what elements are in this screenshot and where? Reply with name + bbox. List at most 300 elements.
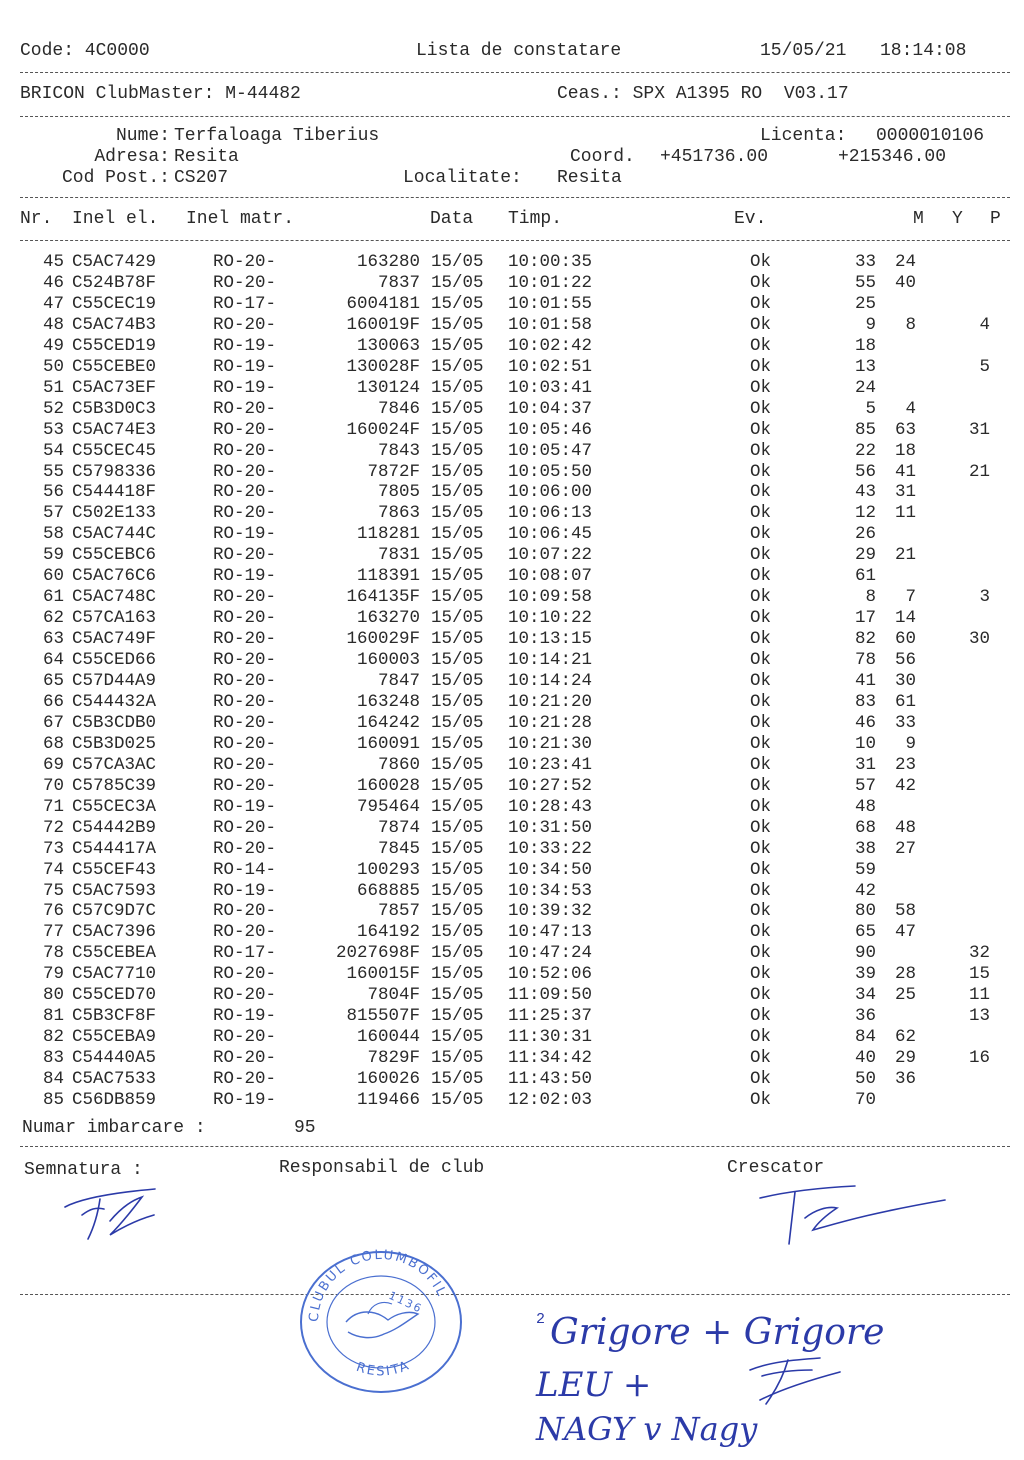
row-m: 84: [854, 1027, 876, 1048]
row-m: 68: [854, 817, 876, 838]
row-event: Ok: [750, 796, 772, 817]
row-ring-number: 160044: [356, 1027, 420, 1048]
row-nr: 66: [42, 691, 64, 712]
row-nr: 49: [42, 335, 64, 356]
row-nr: 51: [42, 377, 64, 398]
row-date: 15/05: [431, 796, 484, 817]
row-event: Ok: [750, 1048, 772, 1069]
divider: [20, 197, 1010, 198]
row-y: 9: [905, 733, 916, 754]
address-label: Adresa:: [94, 147, 170, 167]
row-nr: 63: [42, 629, 64, 650]
row-inel-el: C57C9D7C: [72, 901, 157, 922]
row-event: Ok: [750, 985, 772, 1006]
row-event: Ok: [750, 880, 772, 901]
row-ring-prefix: RO-20-: [213, 461, 277, 482]
row-m: 40: [854, 1048, 876, 1069]
row-y: 7: [905, 587, 916, 608]
row-ring-prefix: RO-19-: [213, 566, 277, 587]
row-inel-el: C5B3D025: [72, 733, 157, 754]
row-y: 58: [894, 901, 916, 922]
row-nr: 79: [42, 964, 64, 985]
row-inel-el: C544432A: [72, 691, 157, 712]
row-time: 10:09:58: [508, 587, 593, 608]
row-inel-el: C5785C39: [72, 775, 157, 796]
row-nr: 68: [42, 733, 64, 754]
row-time: 10:39:32: [508, 901, 593, 922]
row-event: Ok: [750, 629, 772, 650]
club-system-label: BRICON ClubMaster: M-44482: [20, 84, 301, 104]
row-ring-prefix: RO-20-: [213, 964, 277, 985]
col-data: Data: [430, 209, 474, 229]
row-ring-prefix: RO-20-: [213, 1048, 277, 1069]
row-inel-el: C5B3CDB0: [72, 712, 157, 733]
col-nr: Nr.: [20, 209, 53, 229]
row-inel-el: C5B3CF8F: [72, 1006, 157, 1027]
row-nr: 75: [42, 880, 64, 901]
row-p: 30: [968, 629, 990, 650]
row-date: 15/05: [431, 964, 484, 985]
row-time: 10:00:35: [508, 252, 593, 272]
row-m: 83: [854, 691, 876, 712]
row-m: 80: [854, 901, 876, 922]
row-m: 17: [854, 608, 876, 629]
row-nr: 71: [42, 796, 64, 817]
row-time: 10:02:51: [508, 356, 593, 377]
divider: [20, 240, 1010, 241]
row-inel-el: C57CA163: [72, 608, 157, 629]
row-ring-prefix: RO-17-: [213, 293, 277, 314]
row-p: 16: [968, 1048, 990, 1069]
row-inel-el: C5798336: [72, 461, 157, 482]
row-y: 28: [894, 964, 916, 985]
signature-label: Semnatura :: [24, 1160, 143, 1180]
row-nr: 46: [42, 272, 64, 293]
row-ring-prefix: RO-20-: [213, 398, 277, 419]
row-date: 15/05: [431, 650, 484, 671]
row-m: 90: [854, 943, 876, 964]
row-date: 15/05: [431, 880, 484, 901]
row-date: 15/05: [431, 314, 484, 335]
owner-name: Terfaloaga Tiberius: [174, 126, 380, 146]
row-ring-prefix: RO-14-: [213, 859, 277, 880]
row-ring-number: 118391: [356, 566, 420, 587]
row-m: 33: [854, 252, 876, 272]
postcode-label: Cod Post.:: [61, 168, 170, 188]
row-nr: 77: [42, 922, 64, 943]
col-p: P: [990, 209, 1001, 229]
row-ring-prefix: RO-20-: [213, 419, 277, 440]
row-y: 60: [894, 629, 916, 650]
divider: [20, 116, 1010, 117]
row-inel-el: C55CED19: [72, 335, 157, 356]
row-inel-el: C57CA3AC: [72, 754, 157, 775]
row-m: 85: [854, 419, 876, 440]
row-time: 10:23:41: [508, 754, 593, 775]
breeder-signature: [755, 1180, 955, 1250]
row-time: 10:02:42: [508, 335, 593, 356]
row-ring-prefix: RO-20-: [213, 817, 277, 838]
row-event: Ok: [750, 272, 772, 293]
row-nr: 53: [42, 419, 64, 440]
row-event: Ok: [750, 817, 772, 838]
row-inel-el: C54440A5: [72, 1048, 157, 1069]
row-time: 10:08:07: [508, 566, 593, 587]
row-y: 18: [894, 440, 916, 461]
row-date: 15/05: [431, 712, 484, 733]
row-nr: 60: [42, 566, 64, 587]
breeder-label: Crescator: [727, 1158, 825, 1178]
stamp-number: 1136: [386, 1288, 425, 1316]
row-time: 11:43:50: [508, 1069, 593, 1090]
row-ring-number: 7845: [377, 838, 420, 859]
row-m: 65: [854, 922, 876, 943]
row-inel-el: C524B78F: [72, 272, 157, 293]
row-ring-number: 2027698F: [335, 943, 420, 964]
row-time: 10:21:30: [508, 733, 593, 754]
row-m: 61: [854, 566, 876, 587]
row-inel-el: C5AC744C: [72, 524, 157, 545]
row-ring-prefix: RO-20-: [213, 775, 277, 796]
row-ring-number: 163248: [356, 691, 420, 712]
row-p: 3: [979, 587, 990, 608]
row-m: 82: [854, 629, 876, 650]
row-y: 8: [905, 314, 916, 335]
row-event: Ok: [750, 335, 772, 356]
row-date: 15/05: [431, 859, 484, 880]
row-ring-prefix: RO-20-: [213, 712, 277, 733]
row-ring-number: 118281: [356, 524, 420, 545]
row-m: 31: [854, 754, 876, 775]
row-inel-el: C55CEC19: [72, 293, 157, 314]
row-date: 15/05: [431, 943, 484, 964]
row-date: 15/05: [431, 440, 484, 461]
row-nr: 72: [42, 817, 64, 838]
row-date: 15/05: [431, 1090, 484, 1110]
owner-address: Resita: [174, 147, 239, 167]
row-y: 31: [894, 482, 916, 503]
row-ring-number: 160019F: [346, 314, 420, 335]
row-y: 47: [894, 922, 916, 943]
divider: [20, 1146, 1010, 1147]
row-time: 11:09:50: [508, 985, 593, 1006]
row-ring-prefix: RO-20-: [213, 1069, 277, 1090]
row-event: Ok: [750, 733, 772, 754]
row-ring-prefix: RO-20-: [213, 252, 277, 272]
row-inel-el: C5AC749F: [72, 629, 157, 650]
row-date: 15/05: [431, 838, 484, 859]
row-event: Ok: [750, 650, 772, 671]
row-date: 15/05: [431, 608, 484, 629]
row-nr: 84: [42, 1069, 64, 1090]
row-date: 15/05: [431, 671, 484, 691]
row-inel-el: C55CEC3A: [72, 796, 157, 817]
row-ring-number: 160026: [356, 1069, 420, 1090]
row-time: 12:02:03: [508, 1090, 593, 1110]
row-event: Ok: [750, 377, 772, 398]
row-time: 10:06:00: [508, 482, 593, 503]
row-ring-number: 100293: [356, 859, 420, 880]
row-time: 11:30:31: [508, 1027, 593, 1048]
row-nr: 81: [42, 1006, 64, 1027]
svg-text:RESITA: [354, 1358, 413, 1380]
row-event: Ok: [750, 314, 772, 335]
row-y: 33: [894, 712, 916, 733]
row-y: 61: [894, 691, 916, 712]
row-inel-el: C5AC74B3: [72, 314, 157, 335]
row-ring-prefix: RO-20-: [213, 608, 277, 629]
row-event: Ok: [750, 419, 772, 440]
row-date: 15/05: [431, 356, 484, 377]
row-p: 21: [968, 461, 990, 482]
row-ring-number: 7805: [377, 482, 420, 503]
row-time: 11:25:37: [508, 1006, 593, 1027]
row-inel-el: C5AC7593: [72, 880, 157, 901]
row-inel-el: C502E133: [72, 503, 157, 524]
row-nr: 70: [42, 775, 64, 796]
row-p: 11: [968, 985, 990, 1006]
row-y: 14: [894, 608, 916, 629]
row-m: 34: [854, 985, 876, 1006]
row-time: 10:05:47: [508, 440, 593, 461]
row-date: 15/05: [431, 293, 484, 314]
row-ring-number: 7829F: [367, 1048, 420, 1069]
row-m: 43: [854, 482, 876, 503]
club-responsible-signature: [60, 1185, 170, 1245]
row-m: 56: [854, 461, 876, 482]
row-m: 46: [854, 712, 876, 733]
row-ring-number: 130063: [356, 335, 420, 356]
row-m: 22: [854, 440, 876, 461]
row-time: 10:47:24: [508, 943, 593, 964]
row-ring-prefix: RO-20-: [213, 1027, 277, 1048]
row-m: 24: [854, 377, 876, 398]
row-time: 10:47:13: [508, 922, 593, 943]
col-inel-matr: Inel matr.: [186, 209, 295, 229]
row-ring-prefix: RO-20-: [213, 671, 277, 691]
row-time: 10:52:06: [508, 964, 593, 985]
row-nr: 54: [42, 440, 64, 461]
row-event: Ok: [750, 691, 772, 712]
row-y: 29: [894, 1048, 916, 1069]
stamp-text-bottom: RESITA: [354, 1357, 413, 1380]
divider: [20, 1294, 1010, 1295]
row-nr: 57: [42, 503, 64, 524]
licence-label: Licenta:: [760, 126, 847, 146]
row-inel-el: C5AC7710: [72, 964, 157, 985]
row-nr: 67: [42, 712, 64, 733]
row-ring-number: 160091: [356, 733, 420, 754]
row-ring-number: 163280: [356, 252, 420, 272]
row-event: Ok: [750, 859, 772, 880]
row-inel-el: C55CEC45: [72, 440, 157, 461]
row-nr: 82: [42, 1027, 64, 1048]
row-event: Ok: [750, 252, 772, 272]
row-y: 56: [894, 650, 916, 671]
row-ring-prefix: RO-20-: [213, 985, 277, 1006]
row-y: 23: [894, 754, 916, 775]
row-nr: 69: [42, 754, 64, 775]
row-ring-prefix: RO-20-: [213, 629, 277, 650]
clock-label: Ceas.: SPX A1395 RO V03.17: [557, 84, 849, 104]
row-nr: 73: [42, 838, 64, 859]
row-time: 10:01:58: [508, 314, 593, 335]
row-ring-prefix: RO-20-: [213, 650, 277, 671]
row-ring-prefix: RO-20-: [213, 272, 277, 293]
row-nr: 76: [42, 901, 64, 922]
row-y: 36: [894, 1069, 916, 1090]
row-event: Ok: [750, 1027, 772, 1048]
row-event: Ok: [750, 440, 772, 461]
row-m: 25: [854, 293, 876, 314]
row-nr: 47: [42, 293, 64, 314]
row-m: 41: [854, 671, 876, 691]
row-ring-number: 130124: [356, 377, 420, 398]
row-event: Ok: [750, 587, 772, 608]
row-time: 10:21:20: [508, 691, 593, 712]
row-time: 11:34:42: [508, 1048, 593, 1069]
row-date: 15/05: [431, 335, 484, 356]
stamp-text-top: CLUBUL COLUMBOFIL: [306, 1247, 450, 1323]
row-time: 10:06:45: [508, 524, 593, 545]
row-ring-prefix: RO-20-: [213, 314, 277, 335]
col-timp: Timp.: [508, 209, 563, 229]
owner-locality: Resita: [557, 168, 622, 188]
row-date: 15/05: [431, 272, 484, 293]
row-ring-number: 164242: [356, 712, 420, 733]
row-inel-el: C5AC73EF: [72, 377, 157, 398]
row-p: 4: [979, 314, 990, 335]
row-m: 29: [854, 545, 876, 566]
row-ring-number: 119466: [356, 1090, 420, 1110]
row-event: Ok: [750, 901, 772, 922]
handwriting-line-2: LEU +: [536, 1365, 652, 1405]
row-m: 55: [854, 272, 876, 293]
row-y: 27: [894, 838, 916, 859]
row-event: Ok: [750, 1069, 772, 1090]
row-m: 39: [854, 964, 876, 985]
col-ev: Ev.: [734, 209, 767, 229]
row-inel-el: C544418F: [72, 482, 157, 503]
row-inel-el: C55CED66: [72, 650, 157, 671]
row-event: Ok: [750, 461, 772, 482]
row-date: 15/05: [431, 1027, 484, 1048]
row-nr: 59: [42, 545, 64, 566]
row-ring-number: 6004181: [346, 293, 420, 314]
row-time: 10:06:13: [508, 503, 593, 524]
row-nr: 48: [42, 314, 64, 335]
row-ring-number: 164192: [356, 922, 420, 943]
row-inel-el: C5AC7533: [72, 1069, 157, 1090]
row-nr: 56: [42, 482, 64, 503]
boarding-value: 95: [294, 1118, 316, 1138]
row-ring-number: 815507F: [346, 1006, 420, 1027]
row-ring-number: 160029F: [346, 629, 420, 650]
row-ring-prefix: RO-20-: [213, 922, 277, 943]
row-p: 5: [979, 356, 990, 377]
row-y: 62: [894, 1027, 916, 1048]
row-ring-prefix: RO-19-: [213, 1090, 277, 1110]
row-time: 10:04:37: [508, 398, 593, 419]
row-ring-number: 7843: [377, 440, 420, 461]
row-ring-prefix: RO-19-: [213, 356, 277, 377]
row-inel-el: C55CEBC6: [72, 545, 157, 566]
row-date: 15/05: [431, 733, 484, 754]
row-nr: 62: [42, 608, 64, 629]
row-inel-el: C5B3D0C3: [72, 398, 157, 419]
club-stamp: [296, 1244, 466, 1394]
row-ring-prefix: RO-20-: [213, 901, 277, 922]
handwriting-number: 2: [536, 1311, 546, 1328]
row-m: 48: [854, 796, 876, 817]
row-ring-number: 7874: [377, 817, 420, 838]
row-time: 10:03:41: [508, 377, 593, 398]
divider: [20, 72, 1010, 73]
row-ring-number: 160024F: [346, 419, 420, 440]
row-event: Ok: [750, 524, 772, 545]
row-event: Ok: [750, 503, 772, 524]
row-ring-number: 164135F: [346, 587, 420, 608]
row-event: Ok: [750, 482, 772, 503]
row-m: 50: [854, 1069, 876, 1090]
row-inel-el: C55CEBA9: [72, 1027, 157, 1048]
row-inel-el: C54442B9: [72, 817, 157, 838]
print-date: 15/05/21: [760, 41, 847, 61]
row-ring-number: 160028: [356, 775, 420, 796]
row-nr: 64: [42, 650, 64, 671]
handwritten-names: [530, 1300, 960, 1450]
row-time: 10:27:52: [508, 775, 593, 796]
code-label: Code: 4C0000: [20, 41, 150, 61]
row-inel-el: C55CEBEA: [72, 943, 157, 964]
row-date: 15/05: [431, 503, 484, 524]
row-time: 10:34:53: [508, 880, 593, 901]
row-time: 10:21:28: [508, 712, 593, 733]
row-time: 10:05:46: [508, 419, 593, 440]
row-event: Ok: [750, 922, 772, 943]
coord-y: +215346.00: [838, 147, 947, 167]
row-y: 11: [894, 503, 916, 524]
row-ring-number: 130028F: [346, 356, 420, 377]
row-time: 10:05:50: [508, 461, 593, 482]
row-m: 42: [854, 880, 876, 901]
handwriting-line-1: Grigore + Grigore: [550, 1312, 885, 1353]
boarding-label: Numar imbarcare :: [22, 1118, 206, 1138]
row-time: 10:34:50: [508, 859, 593, 880]
row-inel-el: C57D44A9: [72, 671, 157, 691]
row-ring-prefix: RO-20-: [213, 754, 277, 775]
row-date: 15/05: [431, 629, 484, 650]
row-time: 10:13:15: [508, 629, 593, 650]
row-event: Ok: [750, 838, 772, 859]
row-nr: 78: [42, 943, 64, 964]
document-title: Lista de constatare: [416, 41, 622, 61]
row-ring-prefix: RO-19-: [213, 1006, 277, 1027]
locality-label: Localitate:: [403, 168, 522, 188]
row-time: 10:28:43: [508, 796, 593, 817]
row-ring-prefix: RO-19-: [213, 524, 277, 545]
print-time: 18:14:08: [880, 41, 967, 61]
row-m: 26: [854, 524, 876, 545]
row-date: 15/05: [431, 817, 484, 838]
col-y: Y: [952, 209, 963, 229]
row-event: Ok: [750, 671, 772, 691]
row-y: 41: [894, 461, 916, 482]
row-event: Ok: [750, 398, 772, 419]
col-inel-el: Inel el.: [72, 209, 159, 229]
row-ring-prefix: RO-20-: [213, 503, 277, 524]
row-event: Ok: [750, 712, 772, 733]
